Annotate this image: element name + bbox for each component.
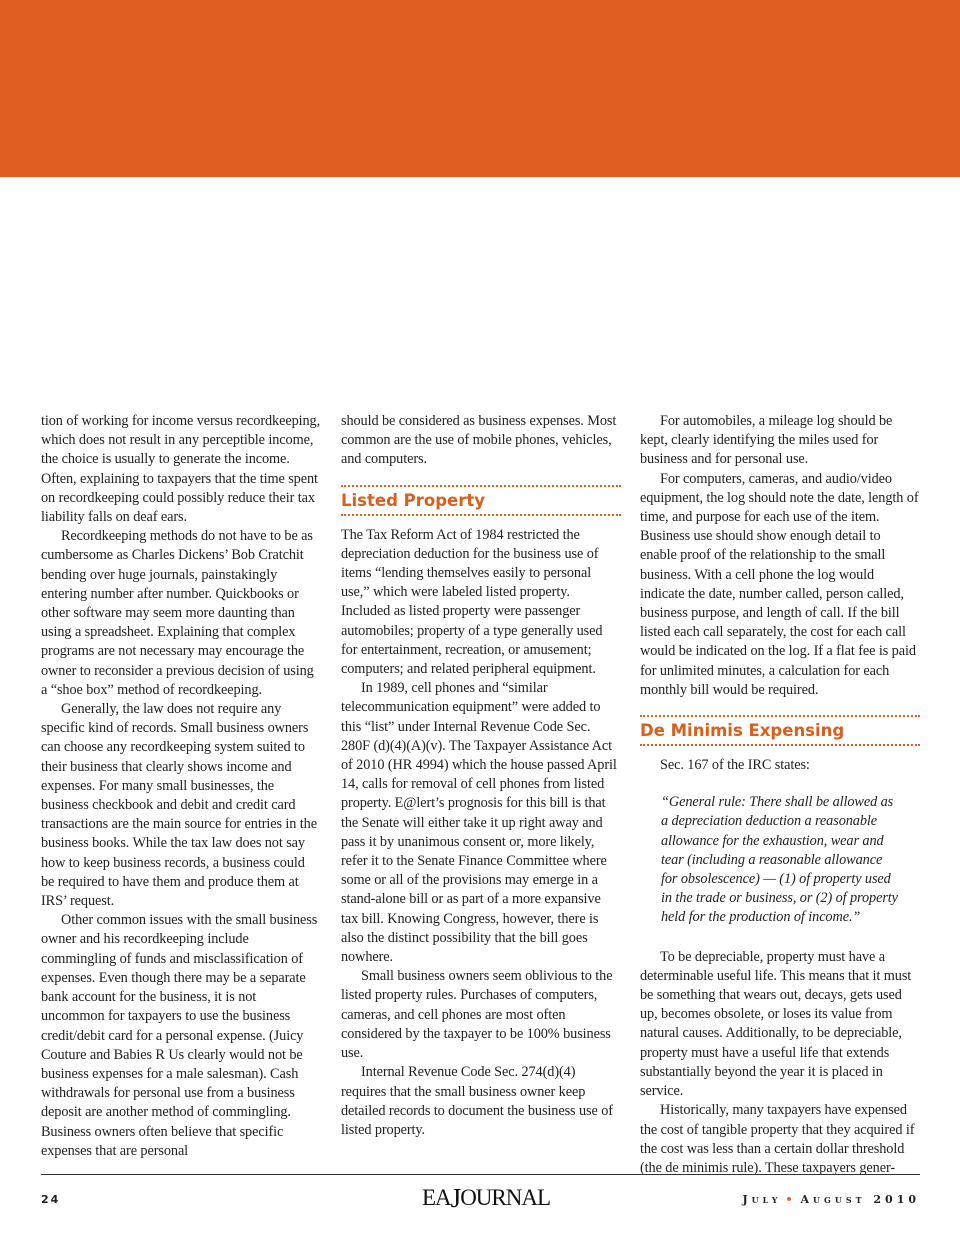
article-column-2 <box>341 412 621 1140</box>
header-banner <box>0 0 960 177</box>
body-paragraph: Generally, the law does not require any specific kind of records. Small business owners can choose any recordkeeping system suited to their business that clearly shows income and expenses. For many small businesses, the business checkbook and debit and credit card transactions are the main source for entries in the business books. While the tax law does not say how to keep business records, a business could be required to have them and produce them at IRS’ request. <box>41 701 317 910</box>
body-paragraph: Historically, many taxpayers have expensed the cost of tangible property that they acquired if the cost was less than a certain dollar threshold (the de minimis rule). These taxpayers gener- <box>640 1102 915 1176</box>
body-paragraph: In 1989, cell phones and “similar telecommunication equipment” were added to this “list” under Internal Revenue Code Sec. 280F (d)(4)(A)(v). The Taxpayer Assistance Act of 2010 (HR 4994) which the house passed April 14, calls for removal of cell phones from listed property. E@lert’s prognosis for this bill is that the Senate will either take it up right away and pass it by unanimous consent or, more likely, refer it to the Senate Finance Committee where some or all of the provisions may emerge in a stand-alone bill or as part of a more expansive tax bill. Knowing Congress, however, there is also the distinct possibility that the bill goes nowhere. <box>341 680 617 966</box>
issue-rest: August 2010 <box>800 1193 920 1206</box>
article-column-1 <box>41 412 321 1161</box>
body-paragraph: tion of working for income versus recordkeeping, which does not result in any perceptible income, the choice is usually to generate the income. Often, explaining to taxpayers that the time spent on recordkeeping could possibly reduce their tax liability falls on deaf ears. <box>41 413 321 526</box>
footer-divider <box>41 1174 920 1175</box>
issue-month: July <box>742 1193 782 1206</box>
article-column-3 <box>640 412 920 1178</box>
body-paragraph: Other common issues with the small business owner and his recordkeeping include commingling of funds and misclassification of expenses. Even though there may be a separate bank account for the business, it is not uncommon for taxpayers to use the business credit/debit card for a personal expense. (Juicy Couture and Babies R Us clearly would not be business expenses for a male salesman). Cash withdrawals for personal use from a business deposit are another method of commingling. Business owners often believe that specific expenses that are personal <box>41 912 318 1159</box>
page-number: 24 <box>41 1193 61 1206</box>
body-paragraph: The Tax Reform Act of 1984 restricted the depreciation deduction for the business use of items “lending themselves easily to personal use,” which were labeled listed property. Included as listed property were passenger automobiles; property of a type generally used for entertainment, recreation, or amusement; computers; and related peripheral equipment. <box>341 526 603 678</box>
journal-logo: EAJOURNAL <box>422 1183 551 1213</box>
body-paragraph: Recordkeeping methods do not have to be as cumbersome as Charles Dickens’ Bob Cratchit bending over huge journals, painstakingly entering number after number. Quickbooks or other software may seem more daunting than using a spreadsheet. Explaining that complex programs are not necessary may encourage the owner to reconsider a previous decision of using a “shoe box” method of recordkeeping. <box>41 528 314 698</box>
issue-separator: • <box>785 1193 797 1206</box>
section-heading-listed-property: Listed Property <box>341 485 621 516</box>
statute-intro: Sec. 167 of the IRC states: <box>660 757 810 774</box>
body-paragraph: For computers, cameras, and audio/video equipment, the log should note the date, length of time, and purpose for each use of the item. Business use should show enough detail to enable proof of the relationship to the small business. With a cell phone the log would indicate the date, number called, person called, business purpose, and length of call. If the bill listed each call separately, the cost for each call would be indicated on the log. If a flat fee is paid for unlimited minutes, a calculation for each monthly bill would be required. <box>640 470 919 698</box>
block-quote: “General rule: There shall be allowed as a depreciation deduction a reasonable allowance for the exhaustion, wear and tear (including a reasonable allowance for obsolescence) — (1) of property used in the trade or business, or (2) of property held for the production of income.” <box>661 794 898 926</box>
body-paragraph: Internal Revenue Code Sec. 274(d)(4) requires that the small business owner keep detailed records to document the business use of listed property. <box>341 1064 613 1138</box>
body-paragraph: To be depreciable, property must have a determinable useful life. This means that it must be something that wears out, decays, gets used up, becomes obsolete, or loses its value from natural causes. Additionally, to be depreciable, property must have a useful life that extends substantially beyond the year it is placed in service. <box>640 948 912 1100</box>
section-heading-de-minimis: De Minimis Expensing <box>640 715 920 746</box>
issue-date <box>742 1193 920 1206</box>
body-paragraph: should be considered as business expenses. Most common are the use of mobile phones, vehicles, and computers. <box>341 413 617 468</box>
body-paragraph: Small business owners seem oblivious to the listed property rules. Purchases of computers, cameras, and cell phones are most often considered by the taxpayer to be 100% business use. <box>341 968 613 1062</box>
body-paragraph: For automobiles, a mileage log should be kept, clearly identifying the miles used for business and for personal use. <box>640 413 893 468</box>
